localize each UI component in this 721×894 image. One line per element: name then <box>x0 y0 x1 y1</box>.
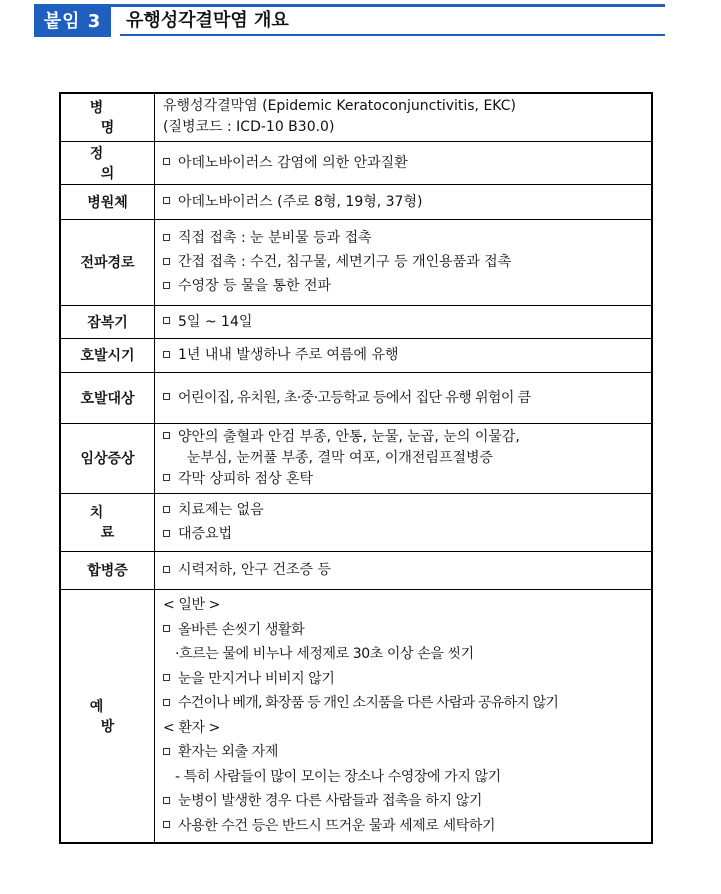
row-label-symptoms: 임상증상 <box>60 423 155 493</box>
square-bullet-icon <box>163 474 170 481</box>
table-row-disease-name <box>60 93 652 141</box>
list-item-continuation: 눈부심, 눈꺼풀 부종, 결막 여포, 이개전림프절병증 <box>187 449 494 466</box>
table-row-transmission <box>60 219 652 305</box>
list-item: 시력저하, 안구 건조증 등 <box>163 558 643 582</box>
square-bullet-icon <box>163 158 170 165</box>
row-label-pathogen: 병원체 <box>60 184 155 219</box>
list-item: 수건이나 베개, 화장품 등 개인 소지품을 다른 사람과 공유하지 않기 <box>163 691 643 716</box>
square-bullet-icon <box>163 797 170 804</box>
list-item: 대증요법 <box>163 522 643 546</box>
title-underline <box>120 34 665 36</box>
table-row-target <box>60 372 652 423</box>
section-heading-general: < 일반 > <box>163 597 221 614</box>
row-label-complications: 합병증 <box>60 551 155 589</box>
list-item: 수영장 등 물을 통한 전파 <box>163 274 643 298</box>
row-label-transmission: 전파경로 <box>60 219 155 305</box>
list-item: 아데노바이러스 (주로 8형, 19형, 37형) <box>163 190 643 214</box>
page-title: 유행성각결막염 개요 <box>126 10 289 31</box>
table-row-definition <box>60 141 652 184</box>
row-label-season: 호발시기 <box>60 338 155 372</box>
list-item: 간접 접촉 : 수건, 침구물, 세면기구 등 개인용품과 접촉 <box>163 250 643 274</box>
list-item: 올바른 손씻기 생활화 <box>163 618 643 643</box>
list-item: 환자는 외출 자제 <box>163 740 643 765</box>
square-bullet-icon <box>163 699 170 706</box>
list-item: 5일 ~ 14일 <box>163 310 643 334</box>
list-item: 어린이집, 유치원, 초·중·고등학교 등에서 집단 유행 위험이 큼 <box>163 386 643 410</box>
square-bullet-icon <box>163 258 170 265</box>
list-item: 양안의 출혈과 안검 부종, 안통, 눈물, 눈곱, 눈의 이물감, <box>163 427 643 448</box>
list-sub-item: - 특히 사람들이 많이 모이는 장소나 수영장에 가지 않기 <box>175 768 501 785</box>
square-bullet-icon <box>163 625 170 632</box>
list-item: 눈을 만지거나 비비지 않기 <box>163 667 643 692</box>
square-bullet-icon <box>163 566 170 573</box>
disease-name-value: 유행성각결막염 (Epidemic Keratoconjunctivitis, EKC) <box>163 98 516 115</box>
square-bullet-icon <box>163 197 170 204</box>
square-bullet-icon <box>163 506 170 513</box>
disease-overview-table <box>59 92 653 844</box>
square-bullet-icon <box>163 282 170 289</box>
header-top-rule <box>34 4 665 7</box>
square-bullet-icon <box>163 351 170 358</box>
table-row-season <box>60 338 652 372</box>
table-row-prevention <box>60 589 652 843</box>
table-row-treatment <box>60 493 652 551</box>
row-label-treatment: 치 료 <box>60 493 155 551</box>
row-label-prevention: 예 방 <box>60 589 155 843</box>
disease-code: (질병코드 : ICD-10 B30.0) <box>163 119 335 136</box>
list-item: 치료제는 없음 <box>163 498 643 522</box>
square-bullet-icon <box>163 432 170 439</box>
square-bullet-icon <box>163 317 170 324</box>
list-item: 직접 접촉 : 눈 분비물 등과 접촉 <box>163 226 643 250</box>
list-item: 눈병이 발생한 경우 다른 사람들과 접촉을 하지 않기 <box>163 789 643 814</box>
square-bullet-icon <box>163 748 170 755</box>
square-bullet-icon <box>163 393 170 400</box>
list-item: 각막 상피하 점상 혼탁 <box>163 469 643 490</box>
table-row-incubation <box>60 305 652 338</box>
table-row-pathogen <box>60 184 652 219</box>
row-label-target: 호발대상 <box>60 372 155 423</box>
list-item: 사용한 수건 등은 반드시 뜨거운 물과 세제로 세탁하기 <box>163 814 643 839</box>
square-bullet-icon <box>163 530 170 537</box>
row-label-definition: 정 의 <box>60 141 155 184</box>
row-label-disease-name: 병 명 <box>60 93 155 141</box>
list-item: 1년 내내 발생하나 주로 여름에 유행 <box>163 343 643 367</box>
square-bullet-icon <box>163 234 170 241</box>
attachment-badge: 붙임 3 <box>34 7 111 37</box>
list-item: 아데노바이러스 감염에 의한 안과질환 <box>163 151 643 175</box>
row-label-incubation: 잠복기 <box>60 305 155 338</box>
list-sub-item: ·흐르는 물에 비누나 세정제로 30초 이상 손을 씻기 <box>175 646 474 663</box>
square-bullet-icon <box>163 821 170 828</box>
square-bullet-icon <box>163 674 170 681</box>
table-row-symptoms <box>60 423 652 493</box>
table-row-complications <box>60 551 652 589</box>
section-heading-patient: < 환자 > <box>163 719 221 736</box>
